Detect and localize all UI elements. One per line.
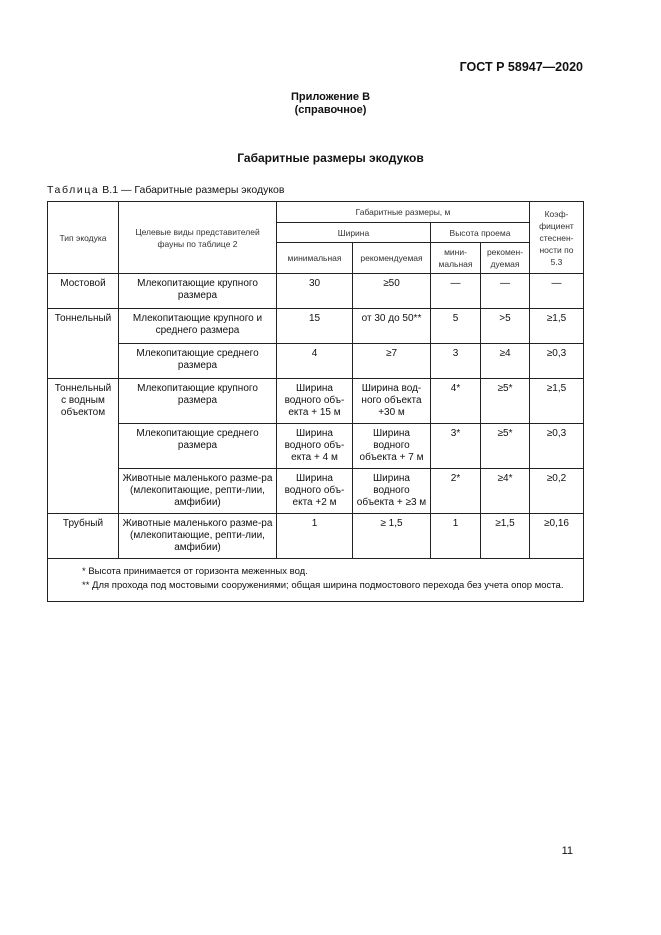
- table-row: [48, 274, 584, 309]
- table-row: [48, 344, 584, 379]
- cell-type: Тоннельный с водным объектом: [48, 379, 119, 514]
- header-width-min: минимальная: [277, 243, 353, 274]
- table-notes: [48, 559, 584, 602]
- dimensions-table: [47, 201, 584, 602]
- cell-width-rec: Ширина водного объекта + 7 м: [353, 424, 431, 469]
- table-row: [48, 514, 584, 559]
- table-caption-text: В.1 — Габаритные размеры экодуков: [99, 184, 285, 196]
- cell-species: Млекопитающие крупного размера: [119, 274, 277, 309]
- header-type: Тип экодука: [48, 202, 119, 274]
- cell-width-rec: Ширина водного объекта + ≥3 м: [353, 469, 431, 514]
- cell-width-rec: ≥50: [353, 274, 431, 309]
- cell-coef: ≥1,5: [530, 379, 584, 424]
- cell-coef: ≥0,16: [530, 514, 584, 559]
- header-height-rec: рекомен-дуемая: [481, 243, 530, 274]
- cell-height-min: 3: [431, 344, 481, 379]
- cell-coef: ≥1,5: [530, 309, 584, 344]
- table-row: [48, 309, 584, 344]
- cell-coef: ≥0,2: [530, 469, 584, 514]
- cell-height-rec: >5: [481, 309, 530, 344]
- header-coef: Коэф-фициент стеснен-ности по 5.3: [530, 202, 584, 274]
- cell-height-min: 3*: [431, 424, 481, 469]
- document-code: ГОСТ Р 58947—2020: [459, 60, 583, 74]
- cell-species: Млекопитающие среднего размера: [119, 424, 277, 469]
- cell-height-min: 2*: [431, 469, 481, 514]
- page-number: 11: [561, 845, 573, 857]
- cell-species: Млекопитающие крупного и среднего размера: [119, 309, 277, 344]
- cell-height-min: 1: [431, 514, 481, 559]
- cell-height-rec: ≥5*: [481, 379, 530, 424]
- cell-width-rec: ≥ 1,5: [353, 514, 431, 559]
- cell-coef: ≥0,3: [530, 344, 584, 379]
- cell-species: Животные маленького разме-ра (млекопитающие, репти-лии, амфибии): [119, 514, 277, 559]
- cell-width-rec: ≥7: [353, 344, 431, 379]
- cell-height-min: 4*: [431, 379, 481, 424]
- table-caption-prefix: Таблица: [47, 184, 100, 196]
- table-row: [48, 379, 584, 424]
- cell-width-min: Ширина водного объ-екта + 4 м: [277, 424, 353, 469]
- table-header-row: [48, 202, 584, 223]
- table-notes-row: [48, 559, 584, 602]
- table-row: [48, 469, 584, 514]
- table-caption: [47, 184, 284, 196]
- note-1: * Высота принимается от горизонта меженных вод.: [82, 566, 308, 577]
- cell-height-rec: ≥5*: [481, 424, 530, 469]
- cell-height-rec: ≥1,5: [481, 514, 530, 559]
- cell-species: Животные маленького разме-ра (млекопитающие, репти-лии, амфибии): [119, 469, 277, 514]
- header-width-rec: рекомендуемая: [353, 243, 431, 274]
- cell-width-min: 15: [277, 309, 353, 344]
- header-height: Высота проема: [431, 223, 530, 243]
- cell-height-min: —: [431, 274, 481, 309]
- annex-title: Приложение В: [290, 91, 371, 103]
- cell-width-min: 30: [277, 274, 353, 309]
- cell-type: Мостовой: [48, 274, 119, 309]
- cell-width-rec: от 30 до 50**: [353, 309, 431, 344]
- header-height-min: мини-мальная: [431, 243, 481, 274]
- cell-species: Млекопитающие среднего размера: [119, 344, 277, 379]
- cell-height-rec: ≥4: [481, 344, 530, 379]
- cell-coef: —: [530, 274, 584, 309]
- header-width: Ширина: [277, 223, 431, 243]
- table-row: [48, 424, 584, 469]
- header-species: Целевые виды представителей фауны по таблице 2: [119, 202, 277, 274]
- cell-height-min: 5: [431, 309, 481, 344]
- cell-height-rec: ≥4*: [481, 469, 530, 514]
- annex-subtitle: (справочное): [294, 104, 367, 116]
- cell-type: Трубный: [48, 514, 119, 559]
- header-dimensions: Габаритные размеры, м: [277, 202, 530, 223]
- cell-width-min: Ширина водного объ-екта +2 м: [277, 469, 353, 514]
- note-2: ** Для прохода под мостовыми сооружениями; общая ширина подмостового перехода без учета опор моста.: [82, 580, 564, 591]
- cell-width-rec: Ширина вод-ного объекта +30 м: [353, 379, 431, 424]
- cell-width-min: Ширина водного объ-екта + 15 м: [277, 379, 353, 424]
- cell-width-min: 4: [277, 344, 353, 379]
- cell-coef: ≥0,3: [530, 424, 584, 469]
- section-title: Габаритные размеры экодуков: [237, 151, 424, 165]
- cell-height-rec: —: [481, 274, 530, 309]
- cell-width-min: 1: [277, 514, 353, 559]
- cell-species: Млекопитающие крупного размера: [119, 379, 277, 424]
- cell-type: Тоннельный: [48, 309, 119, 379]
